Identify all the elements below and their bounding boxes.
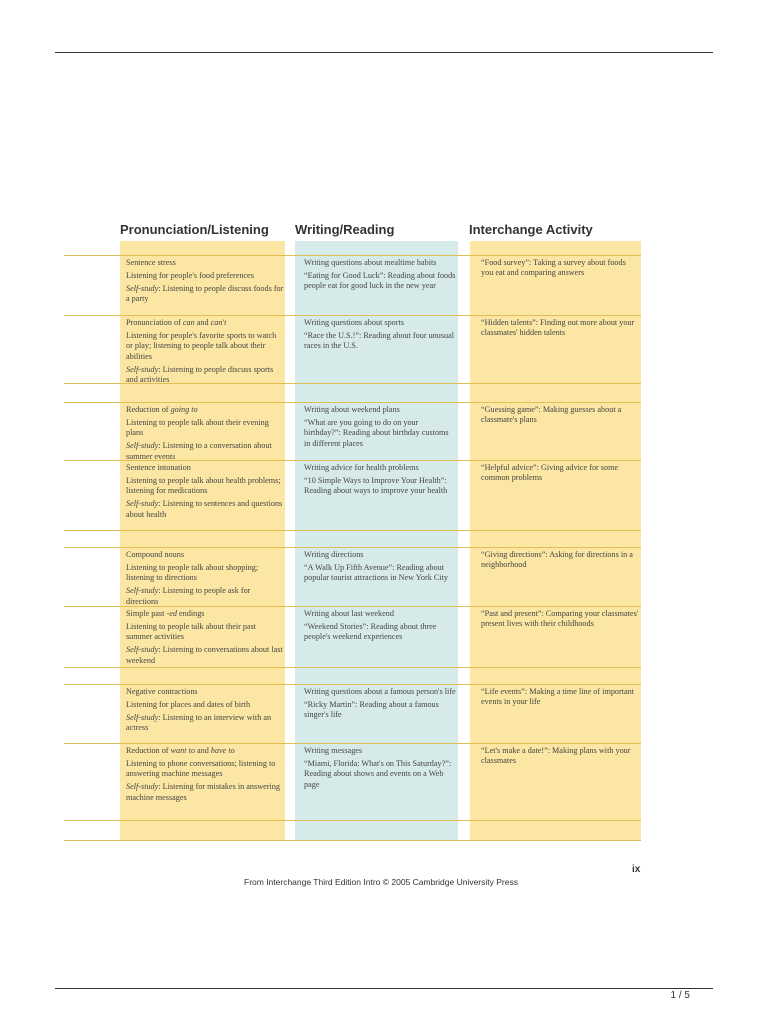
cell-text: Writing messages [304,746,363,755]
cell-line [126,550,284,560]
cell-text: Listening for places and dates of birth [126,699,251,709]
cell-text: Listening to people talk about health problems; listening for medications [126,475,281,496]
row-divider [64,315,641,316]
italic-text: can [182,318,195,327]
cell-text: : Listening to an interview with an actress [126,712,272,733]
cell-text: Listening for people's favorite sports to watch or play; listening to people talk about their abilities [126,330,277,361]
cell-text: “Life events”: Making a time line of important events in your life [481,687,635,707]
italic-text: Self-study [126,712,159,722]
cell-line [126,284,284,305]
cell-text: Listening to people talk about their past summer activities [126,621,257,642]
cell-text: endings [176,609,205,618]
writing-reading-cell [304,318,456,354]
header-writing-reading: Writing/Reading [295,222,395,237]
cell-line [126,318,284,328]
cell-line [304,746,456,756]
cell-text: Listening to phone conversations; listening to answering machine messages [126,758,276,779]
cell-line [481,550,639,571]
writing-reading-cell [304,550,456,586]
header-pronunciation-listening: Pronunciation/Listening [120,222,269,237]
interchange-activity-cell [481,258,639,281]
italic-text: Self-study [126,782,159,792]
writing-reading-cell [304,258,456,294]
cell-line [126,782,284,803]
cell-line [126,499,284,520]
cell-text: “Race the U.S.!”: Reading about four unusual races in the U.S. [304,330,455,351]
interchange-activity-cell [481,746,639,769]
cell-line [481,258,639,279]
cell-line [304,700,456,721]
cell-text: Compound nouns [126,550,185,559]
cell-text: Writing questions about a famous person's life [304,687,456,696]
cell-line [481,746,639,767]
cell-text: “Giving directions”: Asking for directions in a neighborhood [481,550,633,570]
pronunciation-listening-cell [126,609,284,669]
cell-text: Writing about weekend plans [304,405,400,414]
cell-line [304,759,456,790]
cell-text: : Listening to conversations about last weekend [126,645,283,665]
cell-line [304,318,456,328]
cell-text: Sentence intonation [126,463,191,472]
cell-text: Writing questions about sports [304,318,404,327]
cell-line [304,405,456,415]
cell-text: “Hidden talents”: Finding out more about your classmates' hidden talents [481,318,635,338]
cell-text: Reduction of [126,405,171,414]
interchange-activity-cell [481,463,639,486]
cell-line [304,463,456,473]
interchange-activity-cell [481,687,639,710]
cell-text: “Food survey”: Taking a survey about foods you eat and comparing answers [481,258,626,278]
cell-text: and [194,746,211,755]
cell-text: “Past and present”: Comparing your classmates' present lives with their childhoods [481,609,639,629]
cell-text: Listening for people's food preferences [126,270,254,280]
top-rule [55,52,713,53]
cell-text: Negative contractions [126,687,198,696]
cell-text: “What are you going to do on your birthday?”: Reading about birthday customs in different places [304,417,449,448]
cell-line [126,746,284,756]
cell-line [126,365,284,386]
row-divider [64,255,641,256]
row-divider [64,547,641,548]
cell-line [304,331,456,352]
cell-line [126,645,284,666]
pronunciation-listening-cell [126,463,284,523]
italic-text: Self-study [126,645,159,655]
page-number: ix [632,864,641,875]
cell-line [126,609,284,619]
cell-text: Sentence stress [126,258,176,267]
cell-line [304,563,456,584]
pronunciation-listening-cell [126,746,284,806]
pronunciation-listening-cell [126,550,284,610]
cell-line [126,700,284,710]
cell-line [481,609,639,630]
cell-line [126,622,284,643]
cell-text: : Listening to people discuss sports and activities [126,364,274,385]
italic-text: have to [210,746,235,755]
cell-line [126,759,284,780]
cell-line [481,687,639,708]
cell-text: “A Walk Up Fifth Avenue”: Reading about popular tourist attractions in New York City [304,562,448,583]
italic-text: going to [170,405,198,414]
row-divider [64,684,641,685]
pronunciation-listening-cell [126,318,284,388]
cell-line [126,687,284,697]
cell-line [304,550,456,560]
cell-text: “Eating for Good Luck”: Reading about foods people eat for good luck in the new year [304,270,456,291]
cell-text: Listening to people talk about shopping; listening to directions [126,562,259,583]
cell-text: Simple past [126,609,167,618]
italic-text: Self-study [126,441,159,451]
pronunciation-listening-cell [126,405,284,465]
cell-line [126,271,284,281]
writing-reading-cell [304,746,456,793]
page-counter: 1 / 5 [670,990,690,1001]
cell-line [126,586,284,607]
italic-text: Self-study [126,586,159,596]
row-divider [64,402,641,403]
cell-line [126,563,284,584]
pronunciation-listening-cell [126,687,284,736]
cell-line [304,418,456,449]
cell-line [304,687,456,697]
cell-text: : Listening to people discuss foods for a party [126,283,284,304]
cell-text: “10 Simple Ways to Improve Your Health”: Reading about ways to improve your health [304,475,448,496]
cell-text: “Miami, Florida: What's on This Saturday?”: Reading about shows and events on a Web page [304,758,452,789]
cell-text: : Listening to people ask for directions [126,586,251,606]
cell-line [481,318,639,339]
cell-line [126,331,284,362]
cell-text: Writing directions [304,550,364,559]
interchange-activity-cell [481,405,639,428]
cell-text: : Listening to sentences and questions about health [126,499,283,519]
writing-reading-cell [304,463,456,499]
copyright-credit: From Interchange Third Edition Intro © 2005 Cambridge University Press [244,877,518,887]
cell-line [481,463,639,484]
cell-text: “Let's make a date!”: Making plans with your classmates [481,746,631,766]
cell-line [126,405,284,415]
row-divider [64,840,641,841]
cell-line [304,609,456,619]
bottom-rule [55,988,713,989]
cell-line [126,713,284,734]
cell-text: Reduction of [126,746,171,755]
header-interchange-activity: Interchange Activity [469,222,593,237]
cell-line [126,418,284,439]
row-divider [64,820,641,821]
cell-text: Pronunciation of [126,318,183,327]
cell-text: “Guessing game”: Making guesses about a classmate's plans [481,405,622,425]
cell-line [126,463,284,473]
cell-line [304,271,456,292]
cell-line [126,441,284,462]
cell-line [481,405,639,426]
writing-reading-cell [304,687,456,723]
cell-text: and [194,318,211,327]
cell-line [304,476,456,497]
cell-text: Writing about last weekend [304,609,394,618]
cell-line [304,258,456,268]
italic-text: want to [170,746,195,755]
cell-line [126,258,284,268]
writing-reading-cell [304,405,456,452]
cell-text: : Listening to a conversation about summer events [126,441,272,461]
italic-text: Self-study [126,283,159,293]
italic-text: can't [210,318,227,327]
cell-text: “Ricky Martin”: Reading about a famous singer's life [304,699,439,720]
cell-text: : Listening for mistakes in answering machine messages [126,782,280,802]
row-divider [64,743,641,744]
interchange-activity-cell [481,318,639,341]
cell-line [126,476,284,497]
interchange-activity-cell [481,609,639,632]
cell-text: Listening to people talk about their evening plans [126,417,269,438]
cell-text: “Weekend Stories”: Reading about three people's weekend experiences [304,621,437,642]
row-divider [64,530,641,531]
italic-text: -ed [166,609,177,618]
cell-text: Writing questions about mealtime habits [304,258,437,267]
italic-text: Self-study [126,499,159,509]
table-header [0,222,768,242]
cell-text: “Helpful advice”: Giving advice for some common problems [481,463,619,483]
cell-line [304,622,456,643]
writing-reading-cell [304,609,456,645]
cell-text: Writing advice for health problems [304,463,419,472]
pronunciation-listening-cell [126,258,284,307]
italic-text: Self-study [126,364,159,374]
interchange-activity-cell [481,550,639,573]
